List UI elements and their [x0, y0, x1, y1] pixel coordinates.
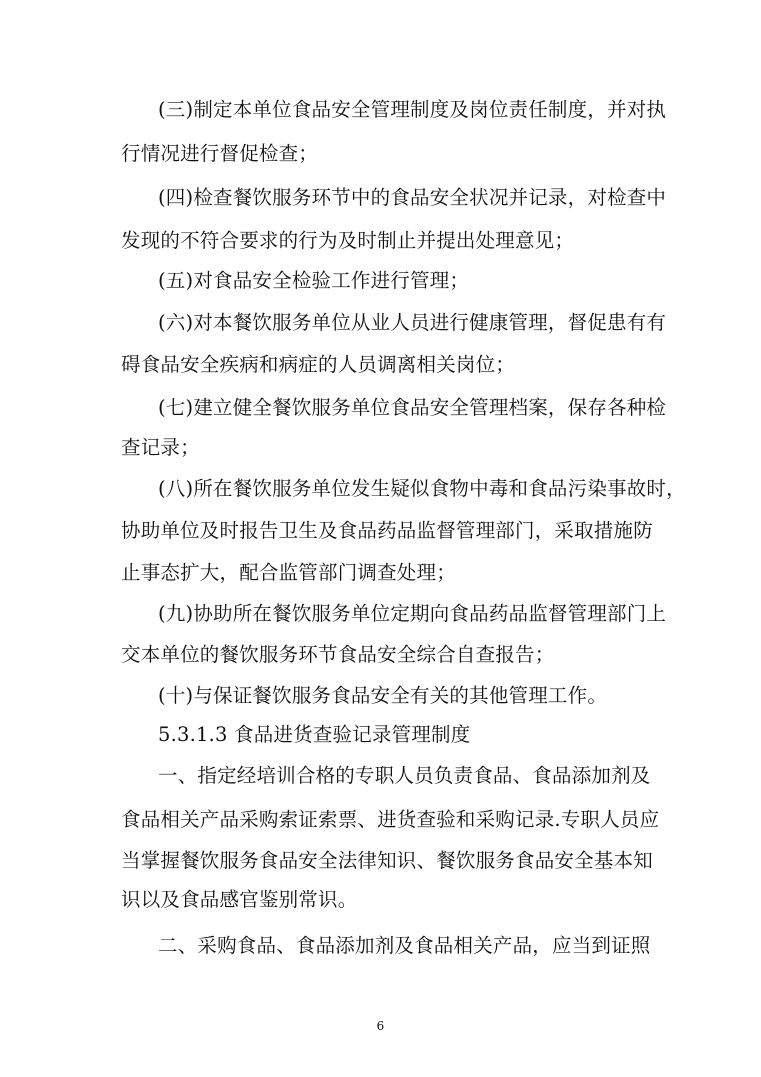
text-line: 协助单位及时报告卫生及食品药品监督管理部门，采取措施防 — [121, 519, 653, 542]
text-line: (四)检查餐饮服务环节中的食品安全状况并记录，对检查中 — [158, 186, 667, 209]
text-line: 发现的不符合要求的行为及时制止并提出处理意见； — [121, 229, 575, 252]
text-line: 碍食品安全疾病和病症的人员调离相关岗位； — [121, 353, 516, 376]
text-line: (五)对食品安全检验工作进行管理； — [158, 269, 470, 292]
page-number: 6 — [376, 1019, 385, 1033]
text-line: 当掌握餐饮服务食品安全法律知识、餐饮服务食品安全基本知 — [121, 849, 653, 872]
text-line: (三)制定本单位食品安全管理制度及岗位责任制度，并对执 — [158, 98, 667, 121]
text-line: 食品相关产品采购索证索票、进货查验和采购记录.专职人员应 — [121, 808, 660, 831]
text-line: 交本单位的餐饮服务环节食品安全综合自查报告； — [121, 643, 555, 666]
text-line: 查记录； — [121, 436, 200, 459]
text-line: 止事态扩大，配合监管部门调查处理； — [121, 561, 456, 584]
text-line: (八)所在餐饮服务单位发生疑似食物中毒和食品污染事故时， — [158, 477, 686, 500]
text-line: 二、采购食品、食品添加剂及食品相关产品，应当到证照 — [158, 934, 651, 957]
text-line: 识以及食品感官鉴别常识。 — [121, 888, 358, 911]
text-line: 行情况进行督促检查； — [121, 142, 319, 165]
text-line: 一、指定经培训合格的专职人员负责食品、食品添加剂及 — [158, 764, 651, 787]
text-line: (九)协助所在餐饮服务单位定期向食品药品监督管理部门上 — [158, 602, 667, 625]
text-line: (六)对本餐饮服务单位从业人员进行健康管理，督促患有有 — [158, 311, 667, 334]
section-heading: 5.3.1.3 食品进货查验记录管理制度 — [158, 723, 471, 746]
text-line: (七)建立健全餐饮服务单位食品安全管理档案，保存各种检 — [158, 396, 667, 419]
text-line: (十)与保证餐饮服务食品安全有关的其他管理工作。 — [158, 684, 608, 707]
